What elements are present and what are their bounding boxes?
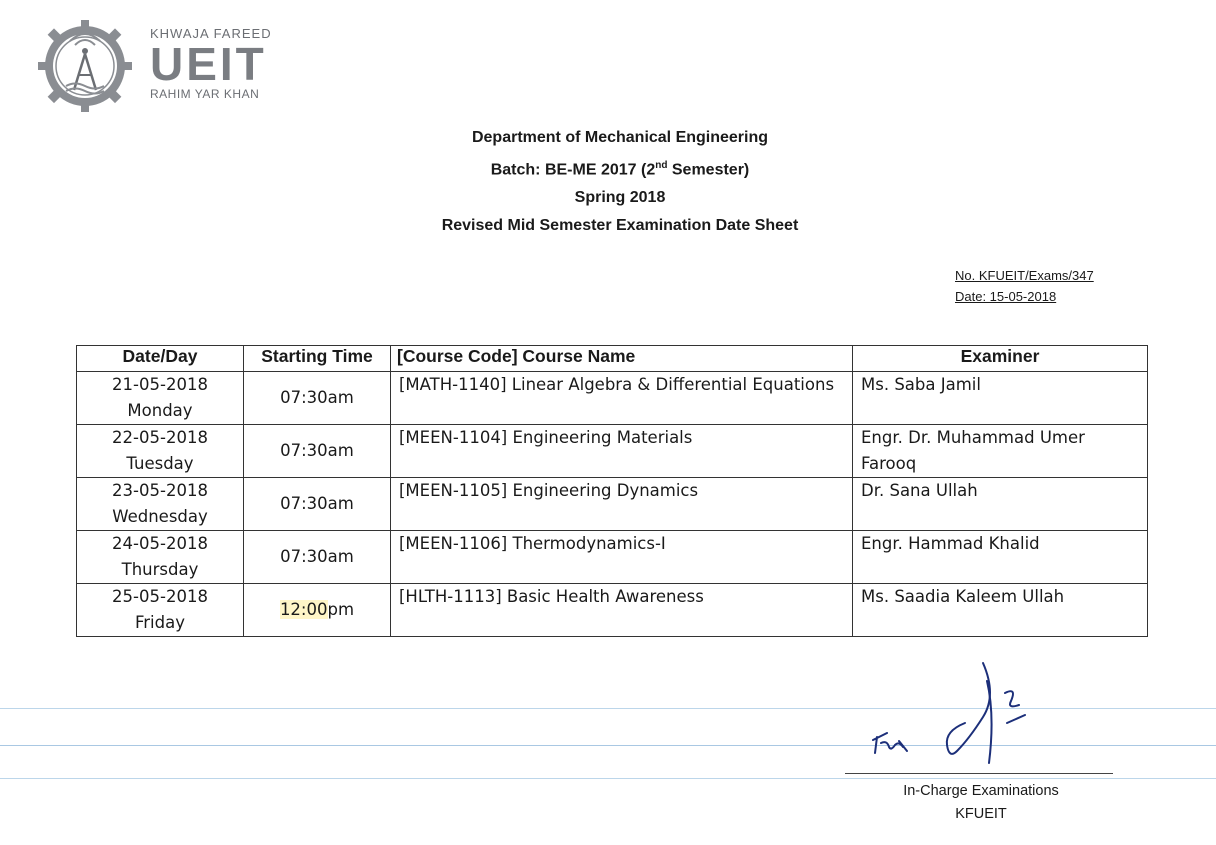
batch-line-suffix: Semester)	[667, 161, 750, 179]
department-title: Department of Mechanical Engineering	[471, 129, 769, 146]
table-row	[77, 425, 1148, 478]
table-row	[77, 531, 1148, 584]
exam-date: 24-05-2018	[112, 534, 208, 553]
course-cell: [MATH-1140] Linear Algebra & Differential Equations	[391, 372, 853, 425]
exam-day: Tuesday	[126, 454, 194, 473]
exam-day: Wednesday	[112, 507, 208, 526]
reference-number: No. KFUEIT/Exams/347	[955, 268, 1094, 283]
time-cell: 07:30am	[244, 425, 391, 478]
examiner-cell: Ms. Saba Jamil	[853, 372, 1148, 425]
sheet-title: Revised Mid Semester Examination Date Sheet	[441, 217, 799, 235]
exam-day: Thursday	[121, 560, 199, 579]
signature-line	[845, 773, 1113, 774]
university-logo	[38, 20, 278, 112]
header-starting-time: Starting Time	[244, 346, 391, 372]
exam-date: 22-05-2018	[112, 428, 208, 447]
date-day-cell	[77, 425, 244, 478]
session-line: Spring 2018	[574, 189, 666, 207]
course-cell: [MEEN-1106] Thermodynamics-I	[391, 531, 853, 584]
highlighted-time: 12:00	[279, 600, 328, 619]
document-heading	[380, 124, 860, 240]
logo-top-text: KHWAJA FAREED	[150, 26, 272, 41]
time-cell: 07:30am	[244, 478, 391, 531]
time-suffix: pm	[327, 600, 355, 619]
gear-seal-icon	[38, 20, 133, 112]
examiner-cell: Engr. Dr. Muhammad Umer Farooq	[853, 425, 1148, 478]
date-day-cell	[77, 372, 244, 425]
scan-line	[0, 778, 1216, 779]
header-date-day: Date/Day	[77, 346, 244, 372]
date-day-cell	[77, 531, 244, 584]
course-cell: [MEEN-1105] Engineering Dynamics	[391, 478, 853, 531]
time-cell: 07:30am	[244, 372, 391, 425]
signatory-title: In-Charge Examinations	[903, 783, 1059, 799]
exam-day: Friday	[134, 613, 185, 632]
course-cell: [MEEN-1104] Engineering Materials	[391, 425, 853, 478]
exam-date: 21-05-2018	[112, 375, 208, 394]
date-sheet-table	[76, 345, 1148, 637]
course-cell: [HLTH-1113] Basic Health Awareness	[391, 584, 853, 637]
examiner-cell: Ms. Saadia Kaleem Ullah	[853, 584, 1148, 637]
batch-line	[380, 152, 860, 184]
batch-line-prefix: Batch: BE-ME 2017 (2	[490, 161, 656, 179]
logo-bottom-text: RAHIM YAR KHAN	[150, 87, 260, 101]
table-row	[77, 584, 1148, 637]
time-cell	[244, 584, 391, 637]
batch-line-sup: nd	[655, 160, 668, 171]
signature-block	[845, 780, 1117, 826]
time-cell: 07:30am	[244, 531, 391, 584]
reference-date: Date: 15-05-2018	[955, 289, 1057, 304]
exam-date: 23-05-2018	[112, 481, 208, 500]
table-row	[77, 478, 1148, 531]
header-course-name: [Course Code] Course Name	[391, 346, 853, 372]
exam-date: 25-05-2018	[112, 587, 208, 606]
reference-block	[955, 265, 1094, 307]
handwritten-signature	[865, 655, 1055, 770]
exam-day: Monday	[127, 401, 193, 420]
date-day-cell	[77, 478, 244, 531]
signatory-org: KFUEIT	[955, 806, 1007, 822]
examiner-cell: Dr. Sana Ullah	[853, 478, 1148, 531]
date-day-cell	[77, 584, 244, 637]
header-examiner: Examiner	[853, 346, 1148, 372]
table-row	[77, 372, 1148, 425]
logo-acronym: UEIT	[150, 38, 267, 90]
examiner-cell: Engr. Hammad Khalid	[853, 531, 1148, 584]
table-header-row	[77, 346, 1148, 372]
